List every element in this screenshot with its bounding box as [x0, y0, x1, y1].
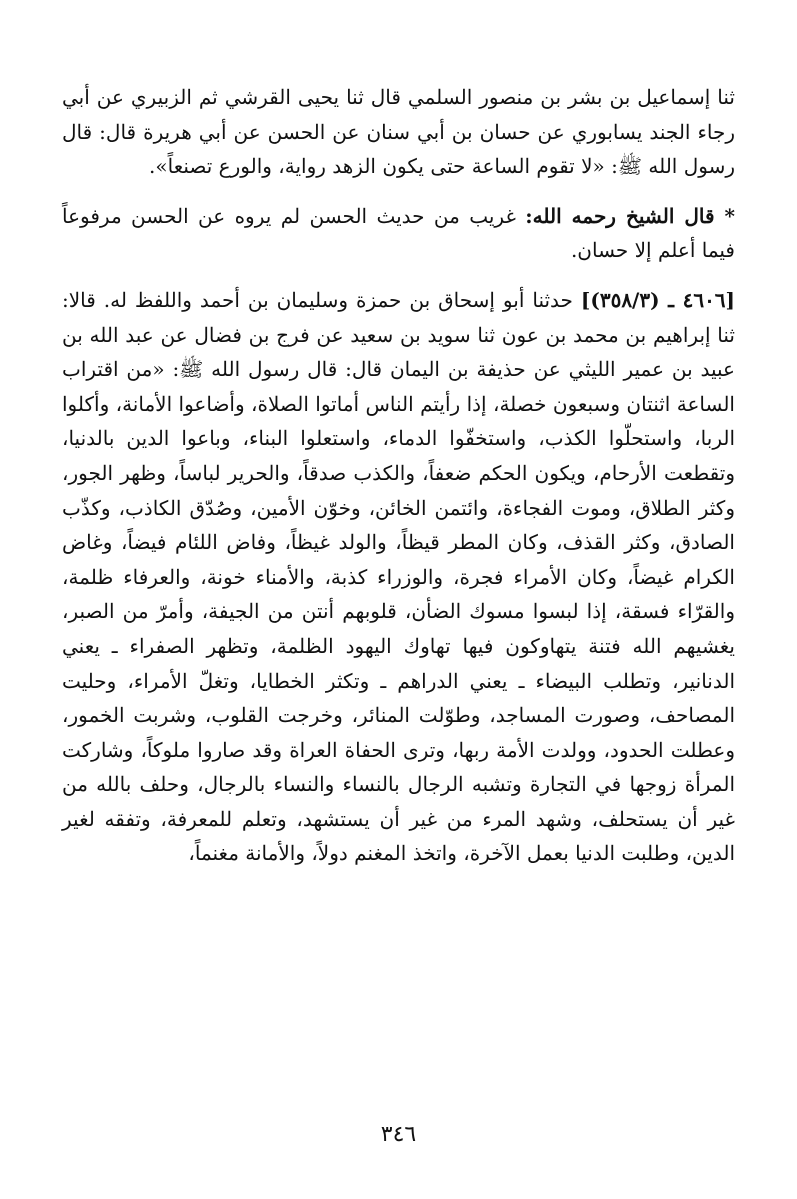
page-number: ٣٤٦ — [380, 1122, 417, 1147]
paragraph-lead: * قال الشيخ رحمه الله: — [525, 203, 735, 228]
paragraph-sheikh-comment — [62, 199, 735, 268]
paragraph-text: غريب من حديث الحسن لم يروه عن الحسن مرفوعاً فيما أعلم إلا حسان. — [62, 203, 735, 263]
paragraph-text: حدثنا أبو إسحاق بن حمزة وسليمان بن أحمد واللفظ له. قالا: ثنا إبراهيم بن محمد بن عون ثنا سويد بن سعيد عن فرج بن فضال عن عبد الله بن عبيد بن عمير الليثي عن حذيفة بن اليمان قال: قال رسول الله ﷺ: «من اقتراب الساعة اثنتان وسبعون خصلة، إذا رأيتم الناس أماتوا الصلاة، وأضاعوا الأمانة، وأكلوا الربا، واستحلّوا الكذب، واستخفّوا الدماء، واستعلوا البناء، وباعوا الدين بالدنيا، وتقطعت الأرحام، ويكون الحكم ضعفاً، والكذب صدقاً، والحرير لباساً، وظهر الجور، وكثر الطلاق، وموت الفجاءة، وائتمن الخائن، وخوّن الأمين، وصُدّق الكاذب، وكذّب الصادق، وكثر القذف، وكان المطر قيظاً، والولد غيظاً، وفاض اللئام فيضاً، وغاض الكرام غيضاً، وكان الأمراء فجرة، والوزراء كذبة، والأمناء خونة، والعرفاء ظلمة، والقرّاء فسقة، إذا لبسوا مسوك الضأن، قلوبهم أنتن من الجيفة، وأمرّ من الصبر، يغشيهم الله فتنة يتهاوكون فيها تهاوك اليهود الظلمة، وتظهر الصفراء ـ يعني الدنانير، وتطلب البيضاء ـ يعني الدراهم ـ وتكثر الخطايا، وتغلّ الأمراء، وحليت المصاحف، وصورت المساجد، وطوّلت المنائر، وخرجت القلوب، وشربت الخمور، وعطلت الحدود، وولدت الأمة ربها، وترى الحفاة العراة وقد صاروا ملوكاً، وشاركت المرأة زوجها في التجارة وتشبه الرجال بالنساء والنساء بالرجال، وحلف بالله من غير أن يستحلف، وشهد المرء من غير أن يستشهد، وتعلم للمعرفة، وتفقه لغير الدين، وطلبت الدنيا بعمل الآخرة، واتخذ المغنم دولاً، والأمانة مغنماً، — [62, 287, 735, 866]
paragraph-isnad-zuhd — [62, 80, 735, 184]
hadith-reference-number: [٤٦٠٦ ـ (٣٥٨/٣)] — [580, 287, 736, 312]
paragraph-text: ثنا إسماعيل بن بشر بن منصور السلمي قال ثنا يحيى القرشي ثم الزبيري عن أبي رجاء الجند يسابوري عن حسان بن أبي سنان عن الحسن عن أبي هريرة قال: قال رسول الله ﷺ: «لا تقوم الساعة حتى يكون الزهد رواية، والورع تصنعاً». — [62, 85, 735, 179]
paragraph-hadith-4606 — [62, 283, 735, 871]
